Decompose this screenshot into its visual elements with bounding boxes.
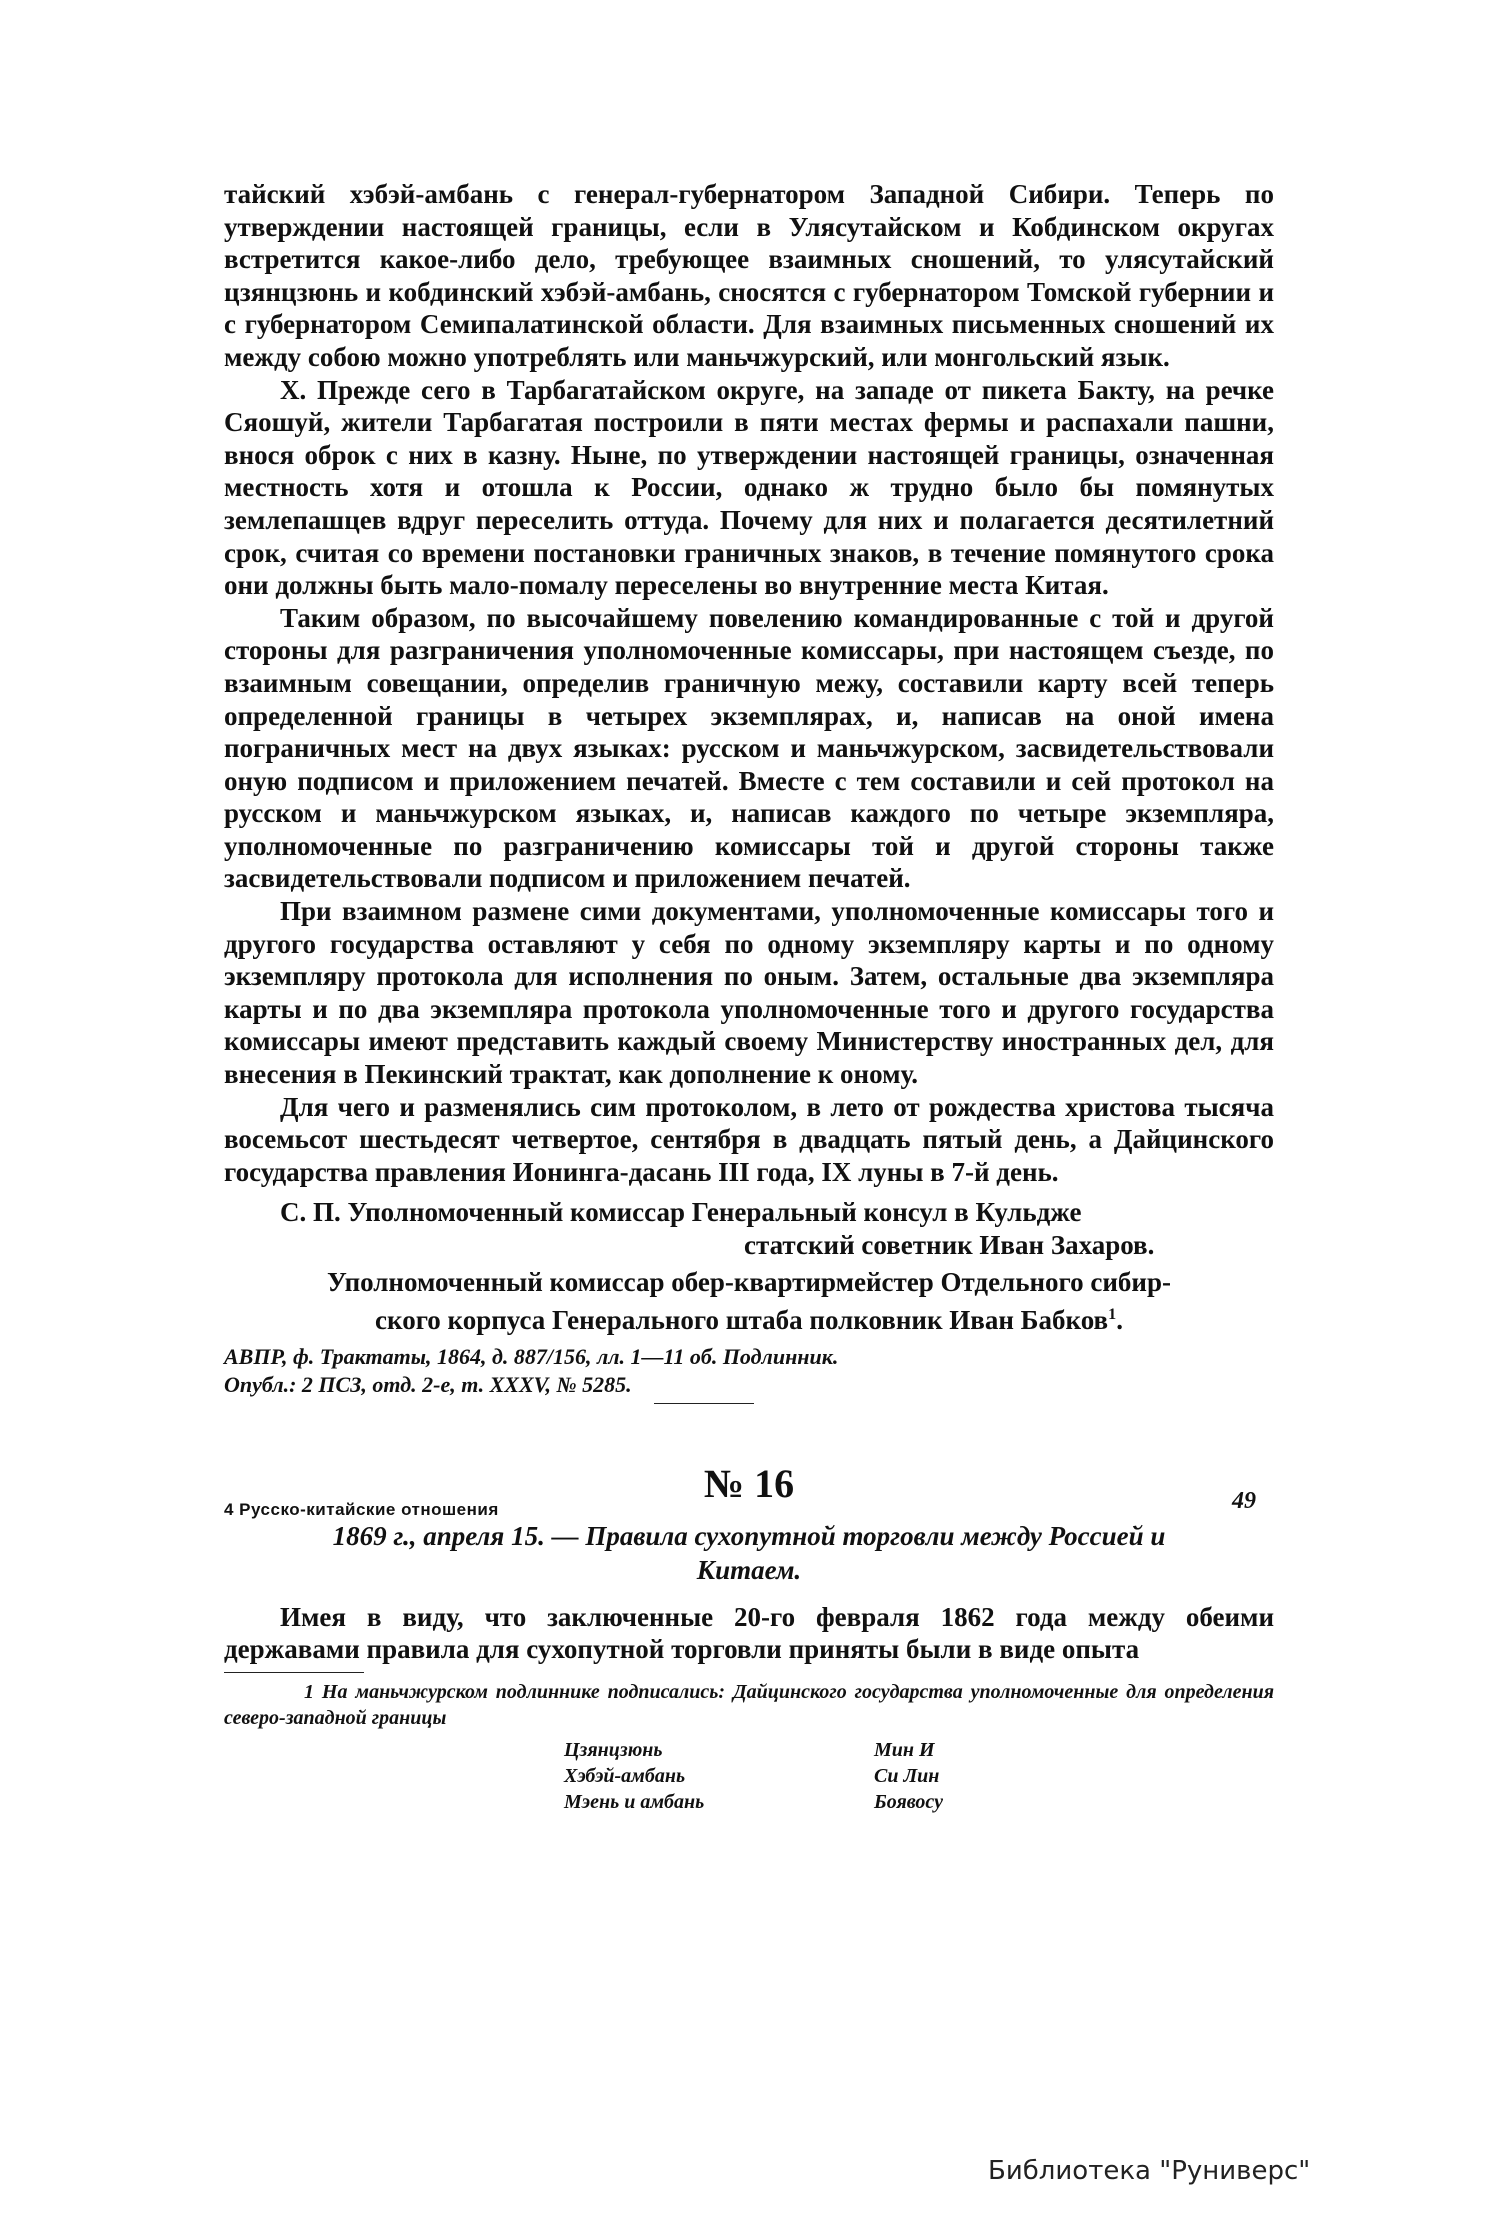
signatory-name: Боявосу — [874, 1790, 944, 1813]
signature-babkov-end: . — [1116, 1305, 1123, 1336]
signatory-row — [564, 1763, 943, 1789]
signature-babkov-line2-wrap — [224, 1298, 1274, 1337]
page-content — [224, 178, 1274, 1815]
footnote-text: На маньчжурском подлиннике подписались: Дайцинского государства уполномоченные для определения северо-западной границы — [224, 1680, 1275, 1729]
paragraph-4: При взаимном размене сими документами, уполномоченные комиссары того и другого государства оставляют у себя по одному экземпляру карты и по одному экземпляру протокола для исполнения по оным. Затем, остальные два экземпляра карты и по два экземпляра протокола уполномоченные того и другого государства комиссары имеют представить каждый своему Министерству иностранных дел, для внесения в Пекинский трактат, как дополнение к оному. — [224, 896, 1274, 1090]
printer-signature-mark: 4 Русско-китайские отношения — [224, 1500, 499, 1519]
signatory-title: Мэень и амбань — [564, 1790, 705, 1813]
paragraph-5: Для чего и разменялись сим протоколом, в лето от рождества христова тысяча восемьсот шестьдесят четвертое, сентября в двадцать пятый день, а Дайцинского государства правления Ионинга-дасань III года, IX луны в 7-й день. — [224, 1091, 1274, 1187]
footnote — [224, 1679, 1274, 1731]
footnote-signatories — [564, 1737, 943, 1815]
signatory-name: Мин И — [874, 1738, 935, 1761]
signatory-row — [564, 1737, 943, 1763]
paragraph-3: Таким образом, по высочайшему повелению командированные с той и другой стороны для разграничения уполномоченные комиссары, при настоящем съезде, по взаимным совещании, определив граничную межу, составили карту всей теперь определенной границы в четырех экземплярах, и, написав на оной имена пограничных мест на двух языках: русском и маньчжурском, засвидетельствовали оную подписом и приложением печатей. Вместе с тем составили и сей протокол на русском и маньчжурском языках, и, написав каждого по четыре экземпляра, уполномоченные по разграничению комиссары той и другой стороны также засвидетельствовали подписом и приложением печатей. — [224, 602, 1274, 894]
archive-source — [224, 1343, 1274, 1399]
paragraph-2: X. Прежде сего в Тарбагатайском округе, на западе от пикета Бакту, на речке Сяошуй, жители Тарбагатая построили в пяти местах фермы и распахали пашни, внося оброк с них в казну. Ныне, по утверждении настоящей границы, означенная местность хотя и отошла к России, однако ж трудно было бы помянутых землепашцев вдруг переселить оттуда. Почему для них и полагается десятилетний срок, считая со времени постановки граничных знаков, в течение помянутого срока они должны быть мало-помалу переселены во внутренние места Китая. — [224, 374, 1274, 601]
library-watermark: Библиотека "Руниверс" — [988, 2156, 1311, 2186]
signatory-row — [564, 1789, 943, 1815]
document-title: 1869 г., апреля 15. — Правила сухопутной торговли между Россией и Китаем. — [332, 1520, 1166, 1585]
signature-zakharov-line1: С. П. Уполномоченный комиссар Генеральный консул в Кульдже — [280, 1197, 1082, 1228]
footnote-mark: 1 — [304, 1680, 314, 1703]
signatory-title: Цзянцзюнь — [564, 1738, 663, 1761]
signatory-name: Си Лин — [874, 1764, 940, 1787]
archive-source-line2: Опубл.: 2 ПСЗ, отд. 2-е, т. XXXV, № 5285. — [224, 1371, 632, 1397]
footnote-ref: 1 — [1108, 1305, 1117, 1324]
signatory-title: Хэбэй-амбань — [564, 1764, 686, 1787]
document-number: № 16 — [703, 1460, 795, 1506]
signature-zakharov-line2: статский советник Иван Захаров. — [744, 1230, 1155, 1260]
paragraph-1: тайский хэбэй-амбань с генерал-губернатором Западной Сибири. Теперь по утверждении настоящей границы, если в Улясутайском и Кобдинском округах встретится какое-либо дело, требующее взаимных сношений, то улясутайский цзянцзюнь и кобдинский хэбэй-амбань, сносятся с губернатором Томской губернии и с губернатором Семипалатинской области. Для взаимных письменных сношений их между собою можно употреблять или маньчжурский, или монгольский язык. — [224, 179, 1274, 372]
signature-babkov — [224, 1266, 1274, 1337]
section-divider — [654, 1403, 754, 1404]
page-number: 49 — [1232, 1488, 1256, 1514]
document-body: Имея в виду, что заключенные 20-го февраля 1862 года между обеими державами правила для сухопутной торговли приняты были в виде опыта — [224, 1601, 1274, 1665]
footnote-rule — [224, 1672, 364, 1673]
signature-babkov-line1: Уполномоченный комиссар обер-квартирмейстер Отдельного сибир- — [326, 1266, 1171, 1297]
archive-source-line1: АВПР, ф. Трактаты, 1864, д. 887/156, лл. 1—11 об. Подлинник. — [224, 1343, 839, 1369]
signature-babkov-line2: ского корпуса Генерального штаба полковник Иван Бабков — [375, 1305, 1109, 1336]
signature-zakharov — [224, 1196, 1274, 1261]
